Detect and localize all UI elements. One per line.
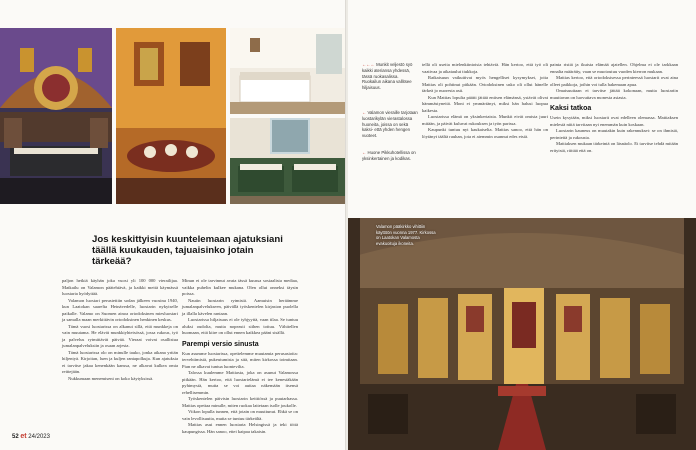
paragraph: Ratkaisuun vaikuttivat myös hengelliset kysymykset, joita Mattias oli pohtinut pitkään. Ortodoksinen usko oli ollut hänelle tärkeä jo nuoresta asti.	[422, 75, 548, 93]
page-number: 52	[12, 434, 19, 440]
issue-label: 24/2023	[28, 434, 50, 440]
left-column-2	[182, 278, 298, 435]
paragraph: Nautin luostarin rytmistä. Aamuisin heräämme jumalanpalvelukseen, päivällä työskentelen kirjaston puolella ja illalla kävelen rantaan.	[182, 297, 298, 316]
paragraph: Luostarin kauneus on muutakin kuin rakennukset: se on ihmisiä, perinteitä ja rukousta.	[550, 128, 678, 140]
photo-caption-2: ← Valamon vieraille tarjotaan luostarikylän vierastalossa huoneita, joissa on sekä kaksi- että yhden hengen vuoteet.	[362, 110, 418, 139]
magazine-logo: et	[20, 433, 27, 440]
right-page	[348, 0, 696, 450]
church-photo-caption: Valamon pääkirkko vihittiin käyttöön vuonna 1977. Kirkossa on Laatokan Valamosta evakuoituja ikoneita.	[376, 224, 436, 246]
arrow-left-icon: ←←←	[362, 62, 375, 67]
photo-caption-3: ← Huone Pikkuhotellissa on yksinkertainen ja kodikas.	[362, 150, 416, 161]
page-footer	[12, 433, 50, 440]
paragraph: Talossa kuulemme Mattiasta, joka on asunut Valamossa pitkään. Hän kertoo, että luostarielämä ei tee kenestäkään pyhimystä, mutta se voi auttaa näkemään itsensä rehellisemmin.	[182, 370, 298, 395]
paragraph: Minun ei ole tarvinnut avata tässä kuussa sosiaalista mediaa, vaikka puhelin kulkee mukana. Olen ollut onneksi täysin poissa.	[182, 278, 298, 296]
arrow-left-icon: ←	[362, 150, 367, 155]
right-column-1	[422, 62, 548, 140]
paragraph: Kaupunki tuntuu nyt kaukaiselta. Mattias sanoo, että hän on löytänyt täältä rauhan, jota ei aiemmin osannut edes etsiä.	[422, 127, 548, 139]
paragraph: Mattias asui ennen luostaria Helsingissä ja teki töitä kaupungissa. Hän sanoo, ettei kaipaa takaisin.	[182, 422, 298, 434]
paragraph: Omaisuuttaan ei tarvitse jättää kokonaan, mutta luostariin muuttavan on luovuttava monesta asiasta.	[550, 88, 678, 100]
paragraph: Viikon lopulla tunnen, että jotain on muuttunut. Ehkä se on vain levollisuutta, mutta se tuntuu tärkeältä.	[182, 409, 298, 421]
photo-guest-room	[230, 28, 346, 114]
photo-refectory	[0, 28, 112, 204]
left-page	[0, 0, 346, 450]
paragraph: painia ristiä ja ikuista elämää ajatellen. Ohjelma ei ole tarkkaan ennalta määrätty, vaan se muotoutuu vuoden kierron mukaan.	[550, 62, 678, 74]
paragraph: Kun Mattias lopulta päätti jättää entisen elämänsä, ystävät olivat hämmästyneitä. Moni ei ymmärtänyt, miksi hän halusi luopua kaikesta.	[422, 94, 548, 113]
paragraph: Mattias kertoo, että ortodoksisessa perinteessä luostarit ovat aina olleet paikkoja, joihin voi tulla hakemaan apua.	[550, 75, 678, 87]
paragraph: Tämä luostarissa olo on minulle tauko, jonka aikana yritän hiljentyä. Kirjoitan, luen ja kuljen rantapolkuja. Kun ajatuksia ei tarvitse jakaa kenenkään kanssa, ne alkavat kulkea omia reittejään.	[62, 349, 178, 374]
right-column-2	[550, 62, 678, 154]
photo-dining-table	[116, 28, 226, 204]
article-headline: Jos keskittyisin kuuntelemaan ajatuksiani täällä kuukauden, tajuaisinko jotain tärkeää?	[92, 234, 283, 267]
photo-church-interior	[348, 218, 696, 450]
paragraph: Työskentelen päivisin luostarin keittiössä ja puutarhassa. Mattias opettaa minulle, miten ruokaa laitetaan isolle joukolle.	[182, 396, 298, 408]
paragraph: Luostarissa hiljaisuus ei ole tyhjyyttä, vaan tilaa. Se tuntuu aluksi oudolta, mutta nopeasti siihen tottuu. Vähitellen huomaan, että kiire on ollut ennen kaikkea pääni sisällä.	[182, 317, 298, 335]
section-heading: Parempi versio sinusta	[182, 340, 259, 348]
paragraph: Valamon luostari perustettiin sodan jälkeen vuosina 1940, kun Laatokan saarelta Heinävedelle, luostarin nykyiselle paikalle. Valamo on Suomen ainoa ortodoksinen miesluostari ja samalla maan merkittävin ortodoksinen henkinen keskus.	[62, 297, 178, 322]
left-column-1	[62, 278, 178, 382]
paragraph: Usein kysytään, miksi luostarit ovat edelleen olemassa. Mattiaksen mielestä niitä tarvitaan nyt enemmän kuin koskaan.	[550, 115, 678, 127]
paragraph: Mattiaksen mukaan tärkeintä on läsnäolo. Ei tarvitse tehdä mitään erityistä, riittää että on.	[550, 141, 678, 153]
section-heading: Kaksi tatkoa	[550, 105, 592, 112]
photo-caption-1: ←←← Munkit veljestö syö kaikki ateriansa yhdessä, tässä ruokasalissa. Ruokailun aikana vallitsee hiljaisuus.	[362, 62, 413, 91]
arrow-left-icon: ←	[362, 110, 367, 115]
paragraph: Kun asumme luostarissa, opettelemme muutamia perusasioita: tervehtimistä, pukeutumista ja sitä, miten kirkossa toimitaan. Pian ne alkavat tuntua luontevilta.	[182, 350, 298, 369]
photo-hotel-room	[230, 118, 346, 204]
paragraph: Nukkumaan menemiseni on koko käytyksissä.	[68, 375, 154, 381]
paragraph: tellä oli useita mielenkiintoisia tehtäviä. Hän kertoo, että työ oli vaativaa ja aikataulut tiukkoja.	[422, 62, 548, 74]
paragraph: paljon hetkiä käyhän joka vuosi yli 100 000 vierailijaa. Matkailu on Valamon päätehtävä, ja kaikki meitä käymässä luostaria hyödyttää.	[62, 278, 178, 296]
paragraph: Luostarissa elämä on yksinkertaista. Munkit eivät omista juuri mitään, ja päivät kuluvat rukouksen ja työn parissa.	[422, 114, 548, 126]
paragraph: Tämä vuosi luostarissa on alkanut sillä, että munkkeja on vain muutama. He elävät munkkiyhteisössä, jossa rukous, työ ja palvelus rytmittävät päivää. Vieraat voivat osallistua jumalanpalveluksiin ja osaan arjesta.	[62, 323, 178, 348]
